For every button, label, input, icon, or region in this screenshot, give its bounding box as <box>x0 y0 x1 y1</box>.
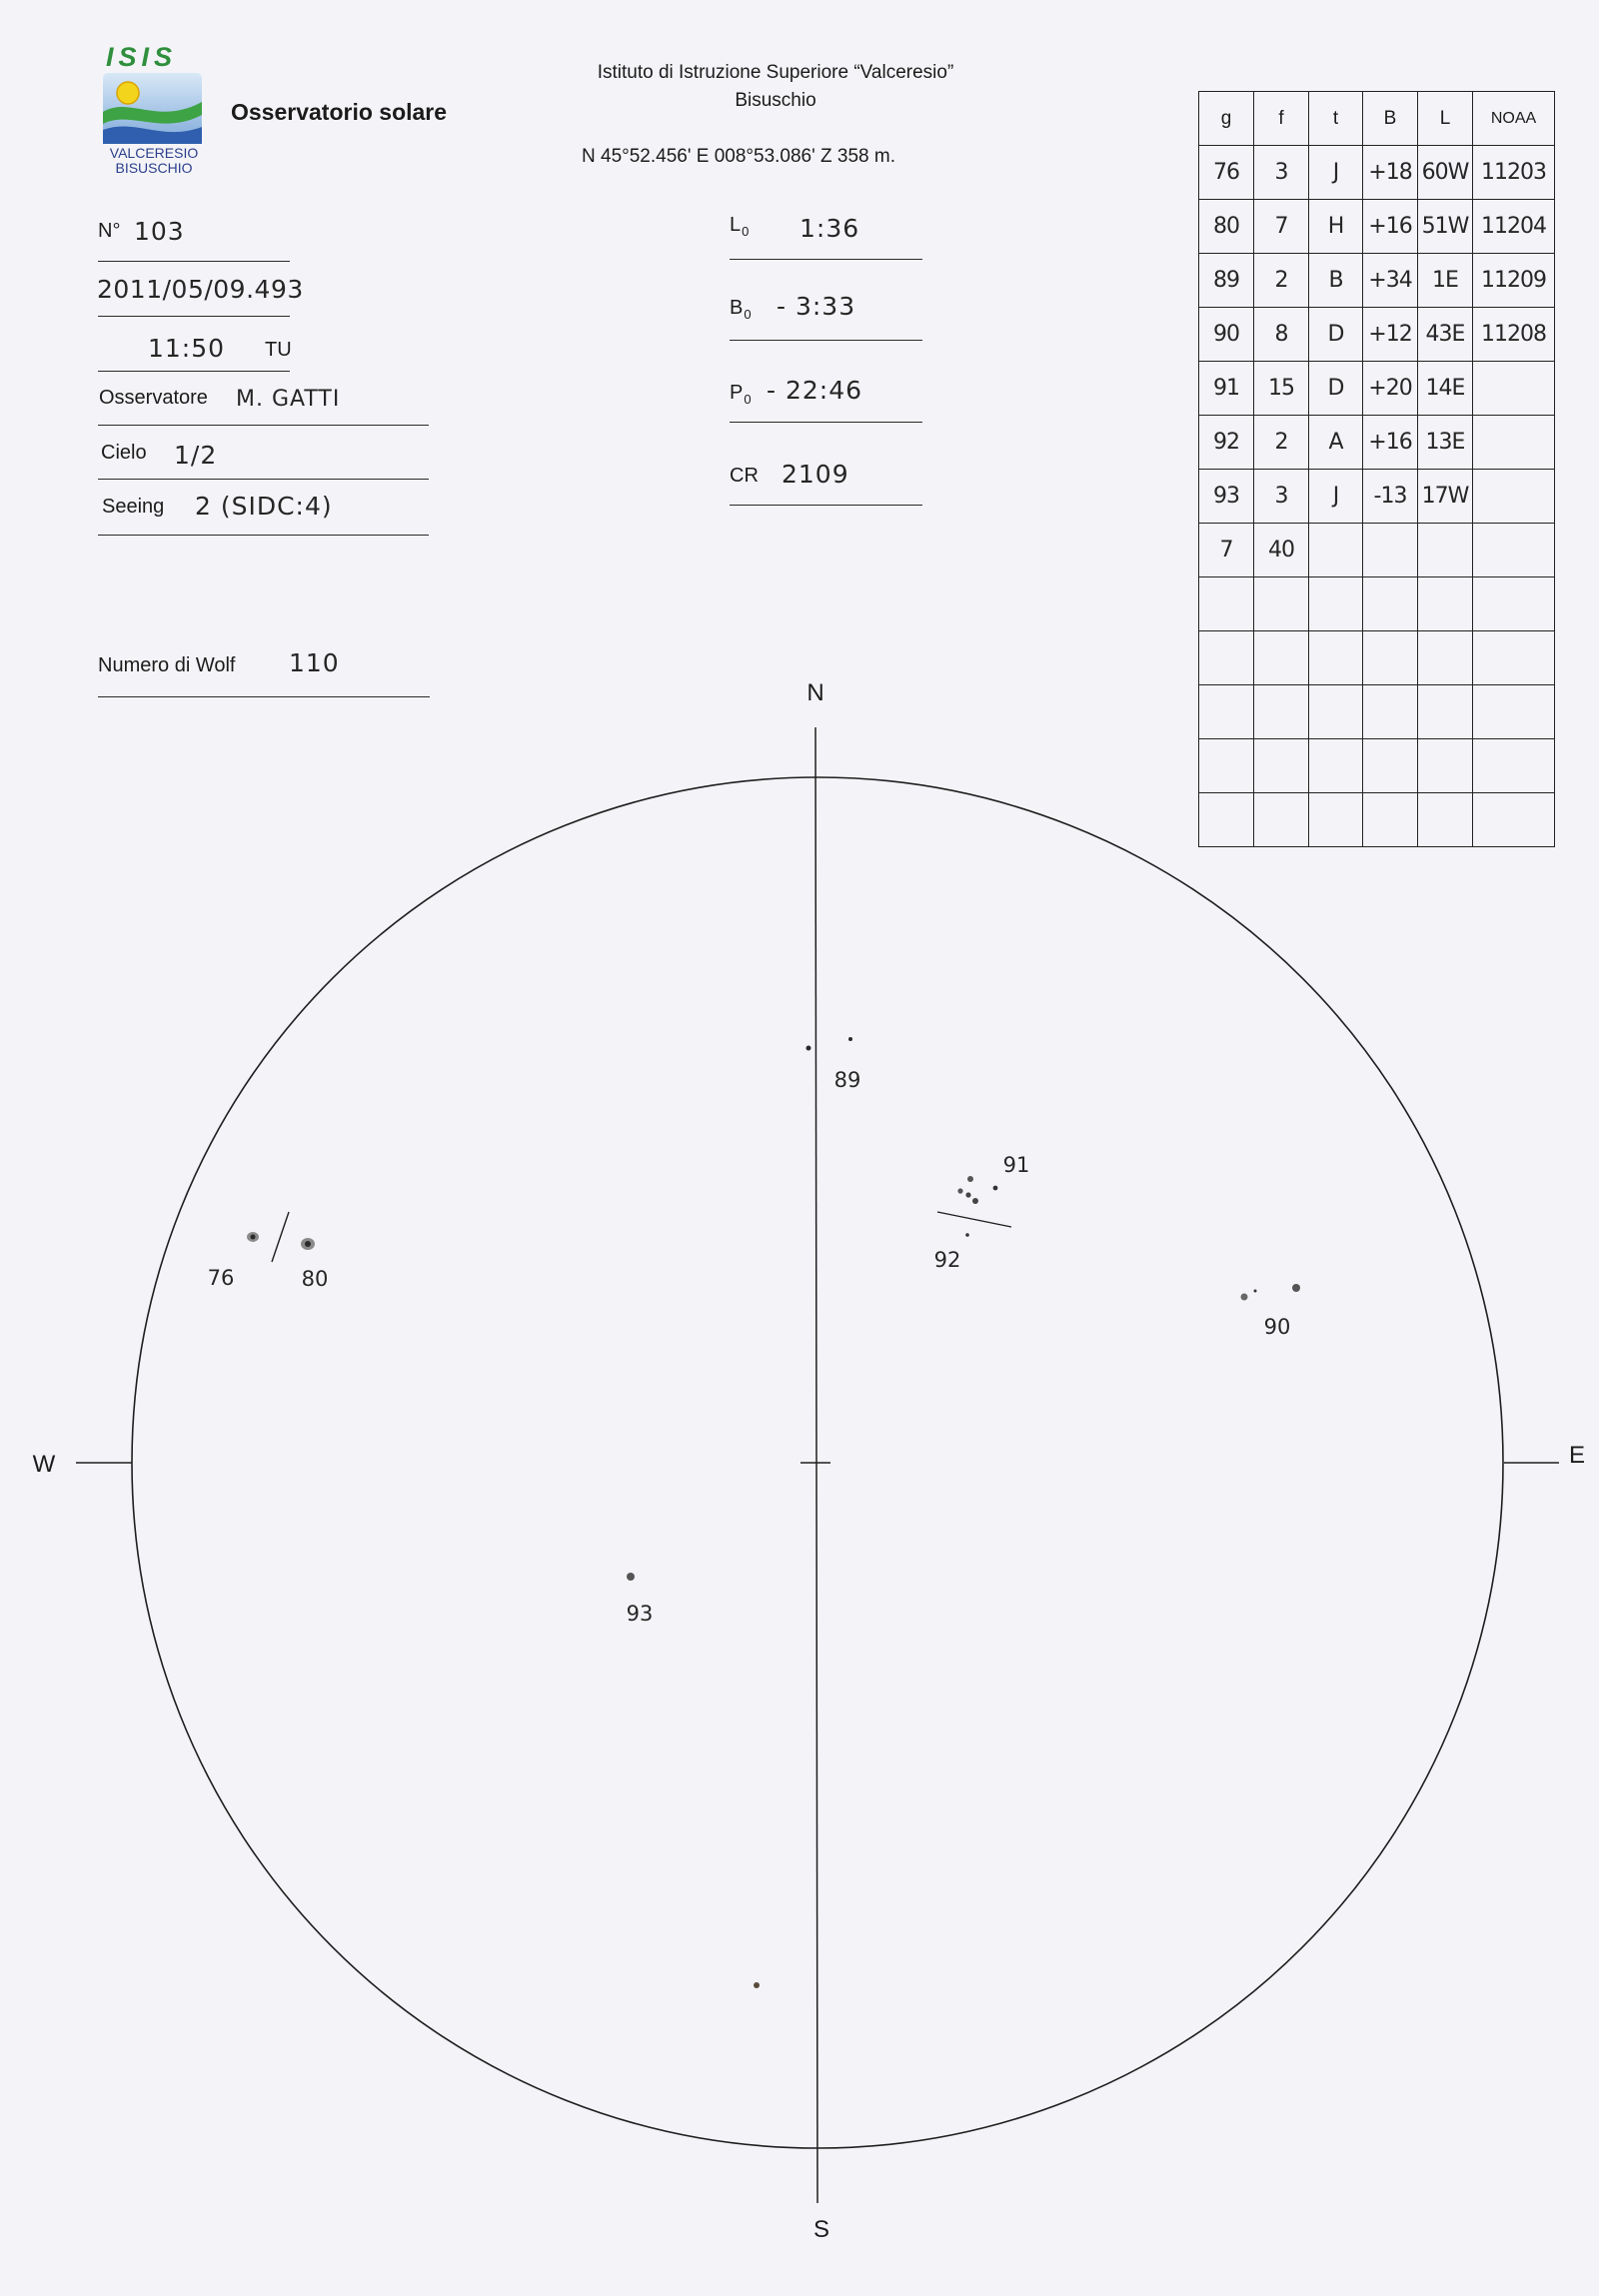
seeing-label: Seeing <box>102 496 165 518</box>
group-label-80: 80 <box>301 1267 329 1291</box>
carrington-label: CR <box>730 465 759 487</box>
number-value: 103 <box>134 217 185 246</box>
cell-l: 43E <box>1418 308 1473 362</box>
group-label-92: 92 <box>933 1248 961 1272</box>
cell-g: 92 <box>1199 416 1254 470</box>
east-label: E <box>1568 1442 1586 1469</box>
cell-l: 17W <box>1418 470 1473 524</box>
cell-g: 80 <box>1199 200 1254 254</box>
cell-f: 3 <box>1254 470 1309 524</box>
header-noaa: NOAA <box>1473 92 1555 146</box>
north-label: N <box>806 679 824 706</box>
cell-b: +16 <box>1363 416 1418 470</box>
cell-noaa: 11204 <box>1473 200 1555 254</box>
cell-g: 90 <box>1199 308 1254 362</box>
cell-t: A <box>1309 416 1363 470</box>
group-separator-76-80 <box>272 1212 289 1262</box>
cell-g: 76 <box>1199 146 1254 200</box>
cell-l: 13E <box>1418 416 1473 470</box>
logo-line1: VALCERESIO <box>109 145 199 161</box>
cell-t: B <box>1309 254 1363 308</box>
sunspot-group-76 <box>208 1232 259 1290</box>
date-value: 2011/05/09.493 <box>97 275 304 304</box>
l0-label: $L_0$ <box>730 214 750 239</box>
cell-l: 60W <box>1418 146 1473 200</box>
cell-b: +16 <box>1363 200 1418 254</box>
wolf-number-value: 110 <box>289 648 340 677</box>
wolf-number-label: Numero di Wolf <box>98 654 236 676</box>
sky-value: 1/2 <box>174 441 218 470</box>
institute-town: Bisuschio <box>735 90 816 111</box>
b0-label: $B_0$ <box>730 297 752 322</box>
sunspot-group-92 <box>934 1212 1011 1272</box>
cell-noaa: 11208 <box>1473 308 1555 362</box>
north-south-axis <box>815 727 817 2203</box>
cell-t: H <box>1309 200 1363 254</box>
header-t: t <box>1309 92 1363 146</box>
sunspot-group-93 <box>627 1573 654 1626</box>
cell-b: +18 <box>1363 146 1418 200</box>
group-label-76: 76 <box>207 1266 235 1290</box>
cell-noaa: 11203 <box>1473 146 1555 200</box>
header-l: L <box>1418 92 1473 146</box>
cell-g: 91 <box>1199 362 1254 416</box>
carrington-value: 2109 <box>782 460 849 489</box>
cell-t: D <box>1309 308 1363 362</box>
cell-b: +20 <box>1363 362 1418 416</box>
cell-l: 51W <box>1418 200 1473 254</box>
cell-t: D <box>1309 362 1363 416</box>
logo-brand-text: ISIS <box>106 42 178 72</box>
sunspot-group-91 <box>957 1153 1029 1204</box>
observer-label: Osservatore <box>99 387 208 409</box>
south-label: S <box>812 2216 830 2243</box>
p0-label: $P_0$ <box>730 382 752 407</box>
cell-f: 7 <box>1254 200 1309 254</box>
cell-b: +34 <box>1363 254 1418 308</box>
l0-value: 1:36 <box>800 214 860 243</box>
time-value: 11:50 <box>148 334 226 363</box>
sunspot-group-89 <box>806 1037 861 1092</box>
group-label-93: 93 <box>626 1602 654 1626</box>
cell-b: +12 <box>1363 308 1418 362</box>
cell-f: 8 <box>1254 308 1309 362</box>
isolated-dot <box>754 1982 760 1988</box>
observer-value: M. GATTI <box>236 387 341 412</box>
header-b: B <box>1363 92 1418 146</box>
b0-value: - 3:33 <box>777 292 856 321</box>
header-g: g <box>1199 92 1254 146</box>
time-unit: TU <box>265 339 292 361</box>
cell-g: 93 <box>1199 470 1254 524</box>
sky-label: Cielo <box>101 442 147 464</box>
group-label-91: 91 <box>1002 1153 1030 1177</box>
cell-t: J <box>1309 146 1363 200</box>
group-label-89: 89 <box>833 1068 861 1092</box>
group-label-90: 90 <box>1263 1315 1291 1339</box>
cell-f: 2 <box>1254 416 1309 470</box>
cell-t: J <box>1309 470 1363 524</box>
number-label: N° <box>98 220 121 242</box>
cell-g: 7 <box>1199 524 1254 577</box>
cell-noaa: 11209 <box>1473 254 1555 308</box>
cell-f: 40 <box>1254 524 1309 577</box>
west-label: W <box>32 1451 56 1478</box>
cell-f: 2 <box>1254 254 1309 308</box>
observatory-title: Osservatorio solare <box>231 99 448 125</box>
sunspot-group-90 <box>1241 1284 1301 1339</box>
cell-b: -13 <box>1363 470 1418 524</box>
cell-f: 3 <box>1254 146 1309 200</box>
header-f: f <box>1254 92 1309 146</box>
station-coordinates: N 45°52.456' E 008°53.086' Z 358 m. <box>582 146 895 167</box>
logo-line2: BISUSCHIO <box>115 160 193 176</box>
seeing-value: 2 (SIDC:4) <box>195 492 333 521</box>
cell-f: 15 <box>1254 362 1309 416</box>
cell-l: 1E <box>1418 254 1473 308</box>
cell-l: 14E <box>1418 362 1473 416</box>
p0-value: - 22:46 <box>767 376 863 405</box>
institute-name: Istituto di Istruzione Superiore “Valceresio” <box>597 62 954 83</box>
sunspot-group-80 <box>301 1238 328 1291</box>
cell-g: 89 <box>1199 254 1254 308</box>
